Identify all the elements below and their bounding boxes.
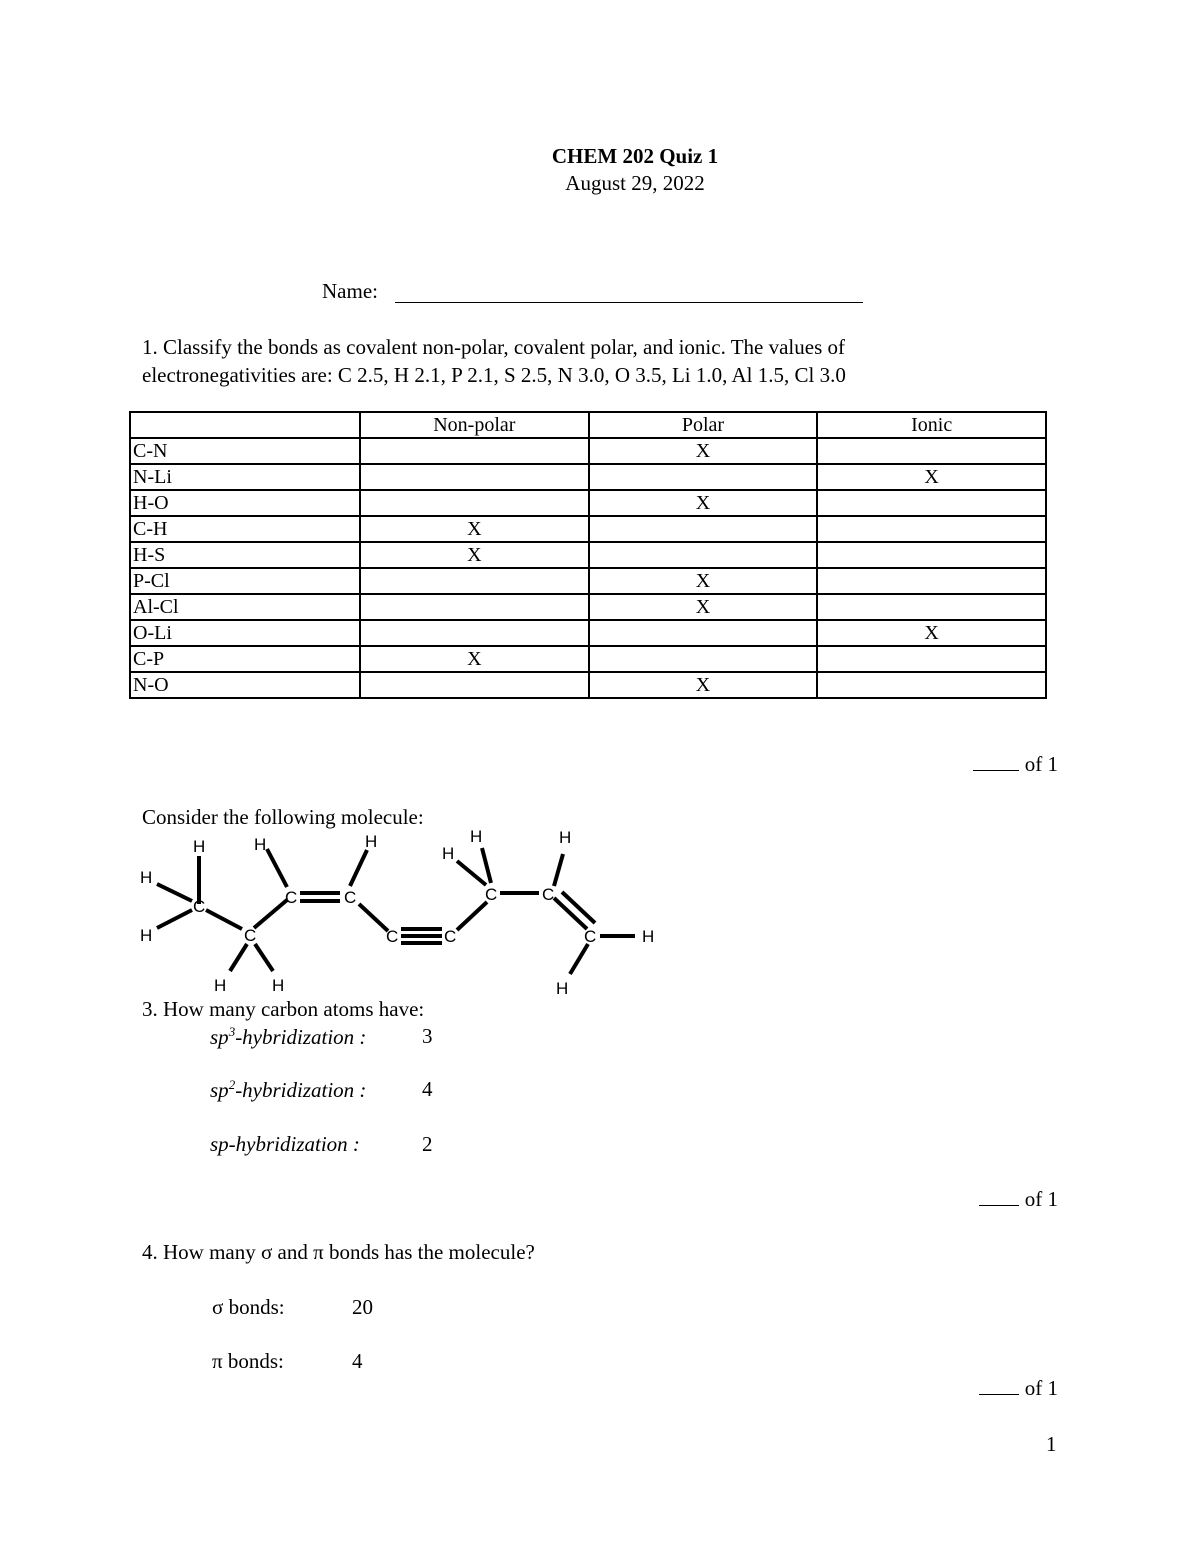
classification-cell[interactable]	[817, 568, 1046, 594]
classification-cell[interactable]: X	[360, 646, 589, 672]
bond-name-cell: H-S	[130, 542, 360, 568]
carbon-atom: C	[285, 888, 298, 907]
classification-cell[interactable]	[360, 464, 589, 490]
classification-cell[interactable]	[817, 672, 1046, 698]
table-row	[130, 646, 1046, 672]
hydrogen-atom: H	[642, 927, 655, 946]
bond-classification-table	[129, 411, 1047, 699]
hydrogen-atom: H	[365, 832, 378, 851]
table-header-cell: Ionic	[817, 412, 1046, 438]
hydrogen-atom: H	[559, 828, 572, 847]
carbon-atom: C	[444, 927, 457, 946]
classification-cell[interactable]	[360, 594, 589, 620]
classification-cell[interactable]: X	[589, 672, 818, 698]
classification-cell[interactable]	[817, 646, 1046, 672]
classification-cell[interactable]	[360, 568, 589, 594]
bond-line	[267, 849, 287, 887]
classification-cell[interactable]	[589, 464, 818, 490]
pi-value: 4	[352, 1349, 363, 1373]
page-number: 1	[1046, 1432, 1057, 1456]
question-1-line-1: 1. Classify the bonds as covalent non-polar, covalent polar, and ionic. The values of	[142, 335, 845, 359]
table-header-row	[130, 412, 1046, 438]
bond-line	[254, 900, 287, 928]
table-header-cell	[130, 412, 360, 438]
bond-name-cell: N-O	[130, 672, 360, 698]
question-1-line-2: electronegativities are: C 2.5, H 2.1, P 2.1, S 2.5, N 3.0, O 3.5, Li 1.0, Al 1.5, Cl 3.0	[142, 363, 846, 387]
bond-line	[554, 854, 563, 886]
score-text: of 1	[1024, 752, 1058, 776]
classification-cell[interactable]	[589, 516, 818, 542]
bond-name-cell: O-Li	[130, 620, 360, 646]
bond-line	[157, 884, 192, 901]
bond-line	[230, 944, 247, 971]
sp-label: sp-hybridization :	[210, 1132, 360, 1156]
sigma-label: σ bonds:	[212, 1295, 285, 1319]
carbon-atom: C	[386, 927, 399, 946]
hydrogen-atom: H	[140, 926, 153, 945]
classification-cell[interactable]: X	[589, 594, 818, 620]
classification-cell[interactable]: X	[589, 568, 818, 594]
bond-name-cell: C-H	[130, 516, 360, 542]
score-blank[interactable]	[979, 1376, 1019, 1395]
name-label: Name:	[322, 279, 378, 303]
hydrogen-atom: H	[254, 835, 267, 854]
bond-name-cell: Al-Cl	[130, 594, 360, 620]
classification-cell[interactable]	[817, 438, 1046, 464]
classification-cell[interactable]	[360, 490, 589, 516]
table-header-cell: Non-polar	[360, 412, 589, 438]
consider-text: Consider the following molecule:	[142, 805, 424, 829]
classification-cell[interactable]: X	[589, 490, 818, 516]
bond-name-cell: C-P	[130, 646, 360, 672]
bond-line	[570, 944, 588, 974]
bond-line	[350, 850, 367, 886]
hydrogen-atom: H	[193, 837, 206, 856]
classification-cell[interactable]	[360, 672, 589, 698]
question-4-prompt: 4. How many σ and π bonds has the molecule?	[142, 1240, 535, 1264]
classification-cell[interactable]	[817, 516, 1046, 542]
score-text: of 1	[1024, 1376, 1058, 1400]
carbon-atom: C	[193, 897, 206, 916]
bond-name-cell: N-Li	[130, 464, 360, 490]
classification-cell[interactable]	[817, 542, 1046, 568]
classification-cell[interactable]: X	[817, 464, 1046, 490]
carbon-atom: C	[542, 885, 555, 904]
question-1	[142, 333, 846, 389]
classification-cell[interactable]	[360, 620, 589, 646]
bond-line	[206, 910, 242, 929]
score-blank[interactable]	[973, 752, 1019, 771]
classification-cell[interactable]	[589, 646, 818, 672]
classification-cell[interactable]	[817, 594, 1046, 620]
question-3-prompt: 3. How many carbon atoms have:	[142, 997, 425, 1021]
hydrogen-atom: H	[470, 827, 483, 846]
table-row	[130, 620, 1046, 646]
pi-label: π bonds:	[212, 1349, 284, 1373]
bond-line	[482, 848, 491, 883]
bond-line	[457, 861, 486, 885]
bond-name-cell: P-Cl	[130, 568, 360, 594]
bond-line	[359, 904, 388, 931]
bond-line	[457, 902, 487, 930]
molecule-structure	[130, 826, 670, 1001]
classification-cell[interactable]	[589, 542, 818, 568]
table-row	[130, 542, 1046, 568]
table-row	[130, 516, 1046, 542]
classification-cell[interactable]	[360, 438, 589, 464]
table-row	[130, 438, 1046, 464]
hydrogen-atom: H	[556, 979, 569, 998]
score-q3	[758, 1187, 1058, 1212]
sp2-value: 4	[422, 1077, 433, 1101]
classification-cell[interactable]: X	[589, 438, 818, 464]
bond-line	[157, 910, 192, 928]
classification-cell[interactable]: X	[360, 542, 589, 568]
sp3-label: $sp^3$-hybridization :	[210, 1024, 367, 1049]
table-header-cell: Polar	[589, 412, 818, 438]
classification-cell[interactable]: X	[360, 516, 589, 542]
hydrogen-atom: H	[140, 868, 153, 887]
hydrogen-atom: H	[442, 844, 455, 863]
table-row	[130, 672, 1046, 698]
name-blank-line[interactable]	[395, 302, 863, 303]
sp3-value: 3	[422, 1024, 433, 1048]
bond-line	[255, 944, 273, 971]
score-text: of 1	[1024, 1187, 1058, 1211]
hydrogen-atom: H	[272, 976, 285, 995]
score-blank[interactable]	[979, 1187, 1019, 1206]
bond-name-cell: H-O	[130, 490, 360, 516]
sp-value: 2	[422, 1132, 433, 1156]
carbon-atom: C	[344, 888, 357, 907]
bond-name-cell: C-N	[130, 438, 360, 464]
classification-cell[interactable]	[817, 490, 1046, 516]
sp2-label: $sp^2$-hybridization :	[210, 1077, 367, 1102]
table-row	[130, 464, 1046, 490]
carbon-atom: C	[244, 926, 257, 945]
carbon-atom: C	[485, 885, 498, 904]
score-q4	[758, 1376, 1058, 1401]
score-q1	[758, 752, 1058, 777]
sigma-value: 20	[352, 1295, 373, 1319]
table-row	[130, 568, 1046, 594]
table-row	[130, 594, 1046, 620]
classification-cell[interactable]: X	[817, 620, 1046, 646]
quiz-title: CHEM 202 Quiz 1	[551, 144, 719, 168]
quiz-date: August 29, 2022	[565, 171, 705, 195]
hydrogen-atom: H	[214, 976, 227, 995]
carbon-atom: C	[584, 927, 597, 946]
classification-cell[interactable]	[589, 620, 818, 646]
table-row	[130, 490, 1046, 516]
